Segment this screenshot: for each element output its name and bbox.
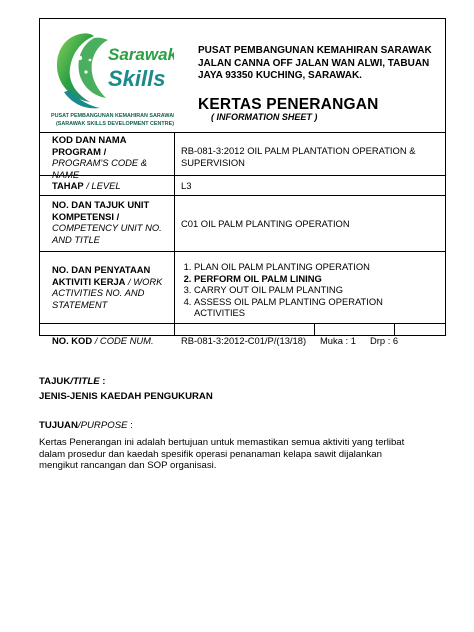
activity-label-en: / WORK ACTIVITIES NO. AND STATEMENT bbox=[52, 275, 163, 310]
title-label-en: /TITLE bbox=[70, 376, 100, 387]
program-label-en: PROGRAM'S CODE & NAME bbox=[52, 157, 148, 180]
purpose-label bbox=[39, 420, 133, 432]
table-column-divider bbox=[314, 323, 315, 336]
purpose-colon: : bbox=[127, 420, 133, 431]
table-divider bbox=[40, 195, 445, 196]
activity-item: 1. PLAN OIL PALM PLANTING OPERATION bbox=[194, 261, 436, 273]
logo-word-skills: Skills bbox=[108, 66, 166, 91]
activity-item: 3. CARRY OUT OIL PALM PLANTING bbox=[194, 284, 436, 296]
competency-value: C01 OIL PALM PLANTING OPERATION bbox=[181, 218, 350, 229]
page-total bbox=[370, 335, 398, 347]
competency-label bbox=[52, 199, 174, 245]
title-colon: : bbox=[99, 376, 106, 387]
code-label bbox=[52, 335, 154, 347]
title-label bbox=[39, 376, 105, 388]
title-label-ms: TAJUK bbox=[39, 376, 71, 387]
program-label-ms-1: KOD DAN NAMA bbox=[52, 134, 127, 145]
sarawak-skills-logo bbox=[50, 30, 174, 128]
purpose-line: mengikut rancangan dan SOP organisasi. bbox=[39, 460, 217, 471]
document-subtitle: ( INFORMATION SHEET ) bbox=[211, 112, 318, 122]
program-value: RB-081-3:2012 OIL PALM PLANTATION OPERATION & SUPERVISION bbox=[181, 145, 416, 168]
purpose-label-en: /PURPOSE bbox=[77, 420, 128, 431]
competency-label-en: COMPETENCY UNIT NO. AND TITLE bbox=[52, 222, 162, 245]
table-divider bbox=[40, 132, 445, 133]
total-label: Drp : bbox=[370, 335, 393, 346]
org-line: PUSAT PEMBANGUNAN KEMAHIRAN SARAWAK bbox=[198, 45, 432, 56]
table-column-divider bbox=[174, 132, 175, 336]
document-title: KERTAS PENERANGAN bbox=[198, 96, 379, 113]
organization-address bbox=[198, 45, 444, 83]
logo-caption-en: (SARAWAK SKILLS DEVELOPMENT CENTRE) bbox=[56, 121, 174, 127]
table-divider bbox=[40, 323, 445, 324]
logo-word-sarawak: Sarawak bbox=[108, 45, 174, 64]
activity-item: 2. PERFORM OIL PALM LINING bbox=[194, 273, 436, 285]
competency-label-ms: NO. DAN TAJUK UNIT KOMPETENSI / bbox=[52, 199, 150, 222]
activity-label bbox=[52, 264, 174, 310]
page-label: Muka : bbox=[320, 335, 351, 346]
section-title: JENIS-JENIS KAEDAH PENGUKURAN bbox=[39, 391, 213, 402]
total-value: 6 bbox=[392, 335, 399, 346]
page-value: 1 bbox=[350, 335, 356, 346]
activity-list bbox=[181, 261, 436, 319]
level-value: L3 bbox=[181, 180, 192, 191]
code-value: RB-081-3:2012-C01/P/(13/18) bbox=[181, 335, 307, 346]
program-label-ms-2: PROGRAM / bbox=[52, 145, 107, 157]
logo-emblem-icon bbox=[50, 30, 174, 128]
activity-label-ms: NO. DAN PENYATAAN AKTIVITI KERJA bbox=[52, 264, 151, 287]
program-label bbox=[52, 134, 172, 180]
level-label bbox=[52, 180, 172, 192]
purpose-paragraph bbox=[39, 437, 443, 472]
org-line: JALAN CANNA OFF JALAN WAN ALWI, TABUAN bbox=[198, 57, 430, 69]
level-label-ms: TAHAP bbox=[52, 180, 84, 191]
purpose-label-ms: TUJUAN bbox=[39, 420, 78, 431]
logo-caption-ms: PUSAT PEMBANGUNAN KEMAHIRAN SARAWAK bbox=[51, 113, 174, 119]
purpose-line: dalam prosedur dan kaedah spesifik operasi penanaman kelapa sawit dijalankan bbox=[39, 448, 382, 460]
purpose-line: Kertas Penerangan ini adalah bertujuan untuk memastikan semua aktiviti yang terlibat bbox=[39, 437, 405, 448]
code-label-ms: NO. KOD bbox=[52, 335, 93, 346]
activity-item: 4. ASSESS OIL PALM PLANTING OPERATION ACTIVITIES bbox=[194, 296, 436, 319]
table-divider bbox=[40, 251, 445, 252]
level-label-en: / LEVEL bbox=[83, 180, 121, 191]
page-number bbox=[320, 335, 356, 347]
code-label-en: / CODE NUM. bbox=[92, 335, 154, 346]
org-line: JAYA 93350 KUCHING, SARAWAK. bbox=[198, 70, 362, 81]
